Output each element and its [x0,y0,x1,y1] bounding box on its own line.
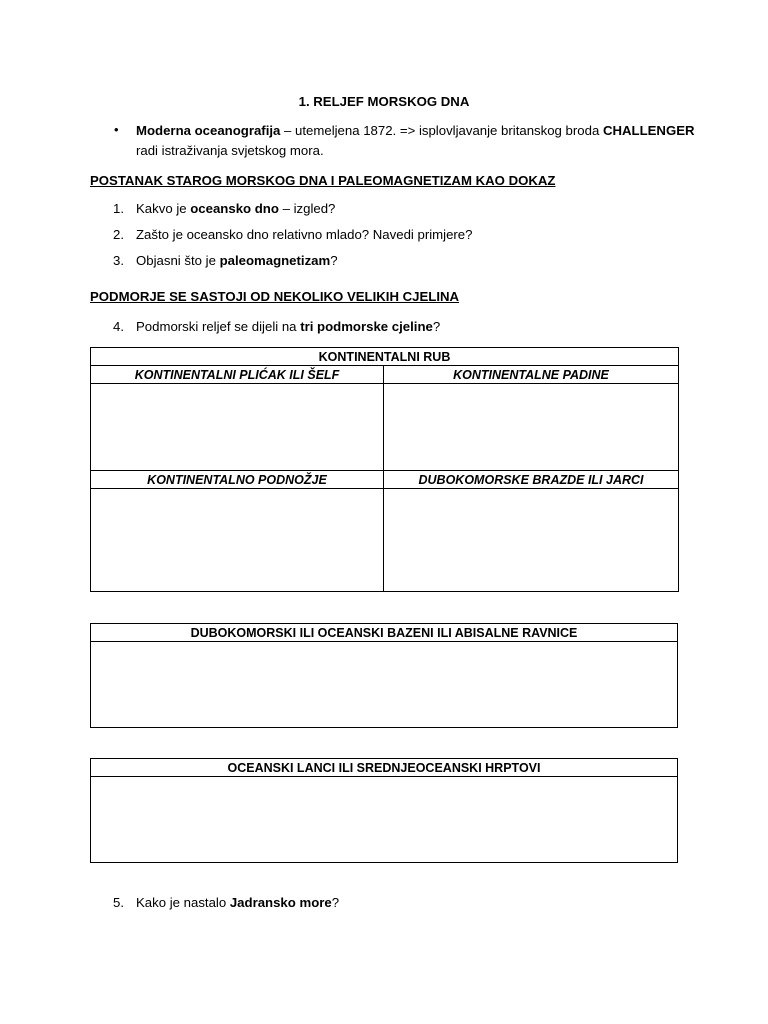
table3-header: OCEANSKI LANCI ILI SREDNJEOCEANSKI HRPTOVI [91,759,678,777]
question-2-text: Zašto je oceansko dno relativno mlado? Navedi primjere? [136,227,473,242]
bullet-line-2: radi istraživanja svjetskog mora. [136,143,324,158]
section-heading-2: PODMORJE SE SASTOJI OD NEKOLIKO VELIKIH CJELINA [90,289,460,304]
table1-header: KONTINENTALNI RUB [91,348,679,366]
question-5-number: 5. [113,895,124,910]
bullet-mid-text: – utemeljena 1872. => isplovljavanje britanskog broda [280,123,603,138]
question-4-text: Podmorski reljef se dijeli na tri podmorske cjeline? [136,319,441,334]
page-title: 1. RELJEF MORSKOG DNA [298,94,470,109]
table1-cell-rise: KONTINENTALNO PODNOŽJE [91,471,384,489]
question-3-number: 3. [113,253,124,268]
question-1-text: Kakvo je oceansko dno – izgled? [136,201,336,216]
table1-answer-rise[interactable] [91,489,384,592]
bullet-lead: Moderna oceanografija [136,123,281,138]
table2-header: DUBOKOMORSKI ILI OCEANSKI BAZENI ILI ABISALNE RAVNICE [91,624,678,642]
table1-answer-slope[interactable] [384,384,679,471]
section-heading-1: POSTANAK STAROG MORSKOG DNA I PALEOMAGNETIZAM KAO DOKAZ [90,173,556,188]
table1-answer-shelf[interactable] [91,384,384,471]
question-3-text: Objasni što je paleomagnetizam? [136,253,338,268]
ocean-basins-table [90,623,678,728]
table3-answer[interactable] [91,777,678,863]
table2-answer[interactable] [91,642,678,728]
bullet-line-1 [136,123,695,139]
question-4-number: 4. [113,319,124,334]
question-1-number: 1. [113,201,124,216]
table1-cell-shelf: KONTINENTALNI PLIĆAK ILI ŠELF [91,366,384,384]
table1-cell-trench: DUBOKOMORSKE BRAZDE ILI JARCI [384,471,679,489]
table1-cell-slope: KONTINENTALNE PADINE [384,366,679,384]
table1-answer-trench[interactable] [384,489,679,592]
question-2-number: 2. [113,227,124,242]
continental-margin-table [90,347,679,592]
question-5-text: Kako je nastalo Jadransko more? [136,895,340,910]
ship-name: CHALLENGER [602,123,695,138]
bullet-marker: • [114,122,119,137]
ocean-ridges-table [90,758,678,863]
